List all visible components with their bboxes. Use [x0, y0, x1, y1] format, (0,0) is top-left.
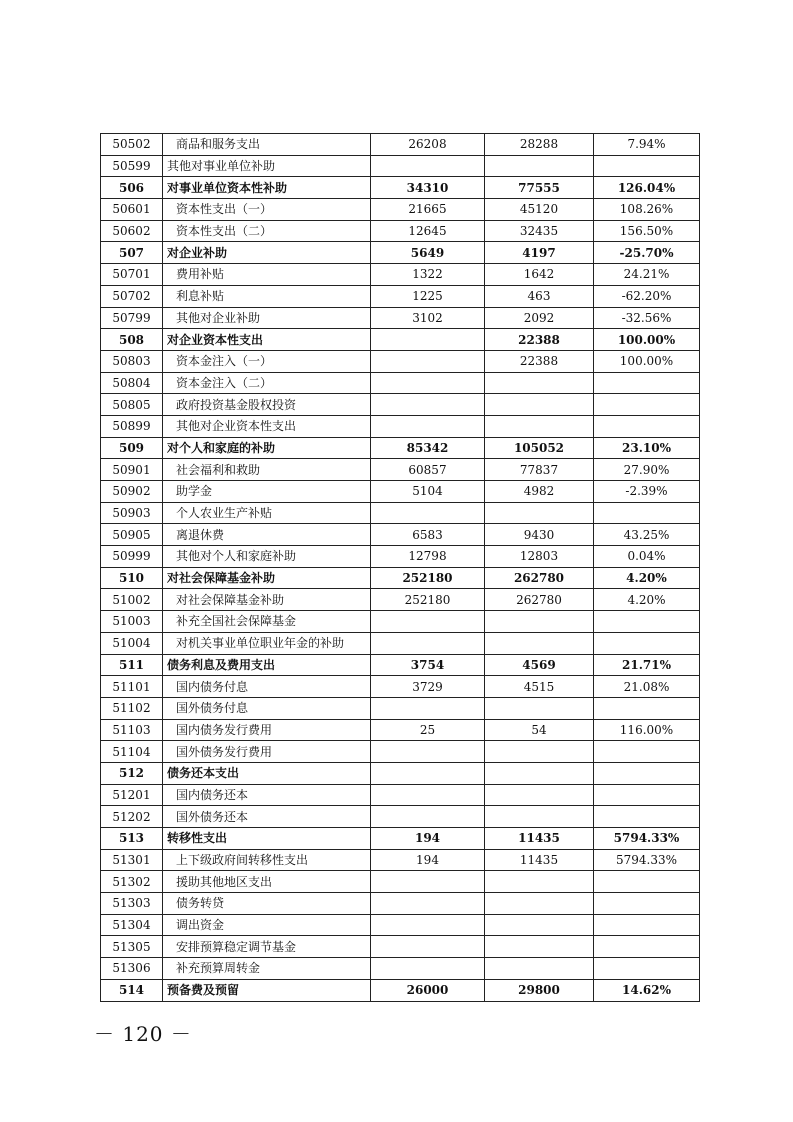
- current-year-amount-cell: 105052: [485, 437, 594, 459]
- current-year-amount-cell: 32435: [485, 220, 594, 242]
- growth-rate-cell: 4.20%: [594, 589, 700, 611]
- item-name-cell: 援助其他地区支出: [163, 871, 371, 893]
- item-name-cell: 债务转贷: [163, 893, 371, 915]
- category-row: [101, 242, 700, 264]
- table-row: [101, 741, 700, 763]
- prior-year-amount-cell: 194: [371, 828, 485, 850]
- table-row: [101, 372, 700, 394]
- item-name-cell: 调出资金: [163, 914, 371, 936]
- prior-year-amount-cell: [371, 632, 485, 654]
- current-year-amount-cell: 2092: [485, 307, 594, 329]
- item-name-cell: 利息补贴: [163, 285, 371, 307]
- table-row: [101, 350, 700, 372]
- item-name-cell: 助学金: [163, 481, 371, 503]
- economic-code-cell: 51102: [101, 697, 163, 719]
- growth-rate-cell: 100.00%: [594, 329, 700, 351]
- prior-year-amount-cell: 252180: [371, 567, 485, 589]
- current-year-amount-cell: 45120: [485, 199, 594, 221]
- economic-code-cell: 50902: [101, 481, 163, 503]
- economic-code-cell: 51103: [101, 719, 163, 741]
- current-year-amount-cell: [485, 372, 594, 394]
- category-row: [101, 567, 700, 589]
- table-row: [101, 697, 700, 719]
- table-row: [101, 155, 700, 177]
- current-year-amount-cell: 77555: [485, 177, 594, 199]
- item-name-cell: 资本性支出（一）: [163, 199, 371, 221]
- current-year-amount-cell: [485, 632, 594, 654]
- item-name-cell: 商品和服务支出: [163, 134, 371, 156]
- growth-rate-cell: 27.90%: [594, 459, 700, 481]
- current-year-amount-cell: [485, 155, 594, 177]
- page-number: － 120 －: [94, 1022, 192, 1046]
- table-body: [101, 134, 700, 1002]
- item-name-cell: 其他对事业单位补助: [163, 155, 371, 177]
- prior-year-amount-cell: 85342: [371, 437, 485, 459]
- growth-rate-cell: 116.00%: [594, 719, 700, 741]
- current-year-amount-cell: [485, 936, 594, 958]
- growth-rate-cell: [594, 762, 700, 784]
- table-row: [101, 524, 700, 546]
- economic-code-cell: 51301: [101, 849, 163, 871]
- growth-rate-cell: 23.10%: [594, 437, 700, 459]
- current-year-amount-cell: 11435: [485, 849, 594, 871]
- category-row: [101, 329, 700, 351]
- table-row: [101, 546, 700, 568]
- current-year-amount-cell: 262780: [485, 567, 594, 589]
- category-row: [101, 177, 700, 199]
- economic-code-cell: 51302: [101, 871, 163, 893]
- current-year-amount-cell: 12803: [485, 546, 594, 568]
- item-name-cell: 安排预算稳定调节基金: [163, 936, 371, 958]
- item-name-cell: 国内债务还本: [163, 784, 371, 806]
- current-year-amount-cell: 9430: [485, 524, 594, 546]
- current-year-amount-cell: 28288: [485, 134, 594, 156]
- prior-year-amount-cell: 1225: [371, 285, 485, 307]
- prior-year-amount-cell: [371, 958, 485, 980]
- growth-rate-cell: [594, 697, 700, 719]
- economic-code-cell: 513: [101, 828, 163, 850]
- prior-year-amount-cell: 12798: [371, 546, 485, 568]
- current-year-amount-cell: [485, 741, 594, 763]
- table-row: [101, 307, 700, 329]
- growth-rate-cell: 21.71%: [594, 654, 700, 676]
- prior-year-amount-cell: 3729: [371, 676, 485, 698]
- current-year-amount-cell: [485, 784, 594, 806]
- prior-year-amount-cell: 6583: [371, 524, 485, 546]
- growth-rate-cell: 100.00%: [594, 350, 700, 372]
- table-row: [101, 481, 700, 503]
- item-name-cell: 对企业补助: [163, 242, 371, 264]
- growth-rate-cell: [594, 936, 700, 958]
- economic-code-cell: 51304: [101, 914, 163, 936]
- growth-rate-cell: -62.20%: [594, 285, 700, 307]
- table-row: [101, 459, 700, 481]
- current-year-amount-cell: 4515: [485, 676, 594, 698]
- table-row: [101, 958, 700, 980]
- item-name-cell: 国内债务发行费用: [163, 719, 371, 741]
- growth-rate-cell: -2.39%: [594, 481, 700, 503]
- category-row: [101, 437, 700, 459]
- table-row: [101, 871, 700, 893]
- prior-year-amount-cell: 26208: [371, 134, 485, 156]
- prior-year-amount-cell: 252180: [371, 589, 485, 611]
- table-row: [101, 415, 700, 437]
- growth-rate-cell: 4.20%: [594, 567, 700, 589]
- growth-rate-cell: 156.50%: [594, 220, 700, 242]
- current-year-amount-cell: 4982: [485, 481, 594, 503]
- prior-year-amount-cell: 194: [371, 849, 485, 871]
- current-year-amount-cell: [485, 806, 594, 828]
- economic-code-cell: 50804: [101, 372, 163, 394]
- economic-code-cell: 512: [101, 762, 163, 784]
- current-year-amount-cell: 77837: [485, 459, 594, 481]
- growth-rate-cell: 43.25%: [594, 524, 700, 546]
- item-name-cell: 社会福利和救助: [163, 459, 371, 481]
- growth-rate-cell: 14.62%: [594, 979, 700, 1001]
- table-row: [101, 632, 700, 654]
- current-year-amount-cell: 4569: [485, 654, 594, 676]
- economic-code-cell: 509: [101, 437, 163, 459]
- item-name-cell: 补充预算周转金: [163, 958, 371, 980]
- prior-year-amount-cell: [371, 741, 485, 763]
- item-name-cell: 债务还本支出: [163, 762, 371, 784]
- current-year-amount-cell: [485, 502, 594, 524]
- economic-code-cell: 51101: [101, 676, 163, 698]
- growth-rate-cell: [594, 871, 700, 893]
- prior-year-amount-cell: 25: [371, 719, 485, 741]
- prior-year-amount-cell: 34310: [371, 177, 485, 199]
- economic-code-cell: 50803: [101, 350, 163, 372]
- category-row: [101, 654, 700, 676]
- prior-year-amount-cell: [371, 936, 485, 958]
- prior-year-amount-cell: [371, 762, 485, 784]
- prior-year-amount-cell: [371, 697, 485, 719]
- item-name-cell: 费用补贴: [163, 264, 371, 286]
- prior-year-amount-cell: [371, 871, 485, 893]
- prior-year-amount-cell: 26000: [371, 979, 485, 1001]
- current-year-amount-cell: 4197: [485, 242, 594, 264]
- economic-code-cell: 51003: [101, 611, 163, 633]
- table-row: [101, 784, 700, 806]
- item-name-cell: 资本性支出（二）: [163, 220, 371, 242]
- prior-year-amount-cell: 3754: [371, 654, 485, 676]
- item-name-cell: 预备费及预留: [163, 979, 371, 1001]
- growth-rate-cell: 5794.33%: [594, 828, 700, 850]
- current-year-amount-cell: [485, 914, 594, 936]
- prior-year-amount-cell: [371, 415, 485, 437]
- item-name-cell: 转移性支出: [163, 828, 371, 850]
- current-year-amount-cell: [485, 394, 594, 416]
- prior-year-amount-cell: [371, 372, 485, 394]
- item-name-cell: 其他对个人和家庭补助: [163, 546, 371, 568]
- economic-code-cell: 507: [101, 242, 163, 264]
- growth-rate-cell: [594, 914, 700, 936]
- economic-code-cell: 50999: [101, 546, 163, 568]
- economic-code-cell: 50799: [101, 307, 163, 329]
- growth-rate-cell: 7.94%: [594, 134, 700, 156]
- table-row: [101, 264, 700, 286]
- category-row: [101, 979, 700, 1001]
- prior-year-amount-cell: [371, 350, 485, 372]
- growth-rate-cell: [594, 155, 700, 177]
- current-year-amount-cell: [485, 611, 594, 633]
- table-row: [101, 220, 700, 242]
- current-year-amount-cell: 1642: [485, 264, 594, 286]
- item-name-cell: 政府投资基金股权投资: [163, 394, 371, 416]
- growth-rate-cell: [594, 502, 700, 524]
- current-year-amount-cell: 11435: [485, 828, 594, 850]
- economic-code-cell: 50601: [101, 199, 163, 221]
- table-row: [101, 936, 700, 958]
- economic-code-cell: 50899: [101, 415, 163, 437]
- table-row: [101, 199, 700, 221]
- growth-rate-cell: -32.56%: [594, 307, 700, 329]
- growth-rate-cell: 21.08%: [594, 676, 700, 698]
- current-year-amount-cell: [485, 697, 594, 719]
- growth-rate-cell: [594, 741, 700, 763]
- economic-code-cell: 51306: [101, 958, 163, 980]
- item-name-cell: 对机关事业单位职业年金的补助: [163, 632, 371, 654]
- prior-year-amount-cell: 5104: [371, 481, 485, 503]
- growth-rate-cell: 108.26%: [594, 199, 700, 221]
- table-row: [101, 806, 700, 828]
- table-row: [101, 849, 700, 871]
- economic-code-cell: 50805: [101, 394, 163, 416]
- current-year-amount-cell: 29800: [485, 979, 594, 1001]
- economic-code-cell: 506: [101, 177, 163, 199]
- category-row: [101, 762, 700, 784]
- current-year-amount-cell: 262780: [485, 589, 594, 611]
- table-row: [101, 589, 700, 611]
- growth-rate-cell: 0.04%: [594, 546, 700, 568]
- economic-code-cell: 50602: [101, 220, 163, 242]
- growth-rate-cell: 126.04%: [594, 177, 700, 199]
- economic-code-cell: 508: [101, 329, 163, 351]
- growth-rate-cell: [594, 394, 700, 416]
- prior-year-amount-cell: 12645: [371, 220, 485, 242]
- growth-rate-cell: [594, 893, 700, 915]
- prior-year-amount-cell: 5649: [371, 242, 485, 264]
- item-name-cell: 离退休费: [163, 524, 371, 546]
- economic-code-cell: 50903: [101, 502, 163, 524]
- prior-year-amount-cell: [371, 784, 485, 806]
- item-name-cell: 对社会保障基金补助: [163, 589, 371, 611]
- prior-year-amount-cell: [371, 155, 485, 177]
- economic-code-cell: 51303: [101, 893, 163, 915]
- economic-code-cell: 510: [101, 567, 163, 589]
- item-name-cell: 国外债务还本: [163, 806, 371, 828]
- current-year-amount-cell: 22388: [485, 350, 594, 372]
- growth-rate-cell: [594, 611, 700, 633]
- table-row: [101, 502, 700, 524]
- current-year-amount-cell: [485, 893, 594, 915]
- item-name-cell: 其他对企业补助: [163, 307, 371, 329]
- prior-year-amount-cell: [371, 893, 485, 915]
- current-year-amount-cell: 54: [485, 719, 594, 741]
- growth-rate-cell: [594, 415, 700, 437]
- item-name-cell: 对个人和家庭的补助: [163, 437, 371, 459]
- prior-year-amount-cell: [371, 914, 485, 936]
- current-year-amount-cell: [485, 415, 594, 437]
- prior-year-amount-cell: 3102: [371, 307, 485, 329]
- prior-year-amount-cell: 1322: [371, 264, 485, 286]
- item-name-cell: 国外债务付息: [163, 697, 371, 719]
- economic-code-cell: 51004: [101, 632, 163, 654]
- economic-code-cell: 51002: [101, 589, 163, 611]
- prior-year-amount-cell: [371, 502, 485, 524]
- current-year-amount-cell: [485, 871, 594, 893]
- economic-code-cell: 514: [101, 979, 163, 1001]
- economic-code-cell: 51201: [101, 784, 163, 806]
- category-row: [101, 828, 700, 850]
- item-name-cell: 对企业资本性支出: [163, 329, 371, 351]
- item-name-cell: 国外债务发行费用: [163, 741, 371, 763]
- growth-rate-cell: [594, 958, 700, 980]
- current-year-amount-cell: [485, 762, 594, 784]
- current-year-amount-cell: 22388: [485, 329, 594, 351]
- table-row: [101, 893, 700, 915]
- economic-code-cell: 50502: [101, 134, 163, 156]
- item-name-cell: 资本金注入（一）: [163, 350, 371, 372]
- prior-year-amount-cell: 21665: [371, 199, 485, 221]
- growth-rate-cell: [594, 784, 700, 806]
- item-name-cell: 资本金注入（二）: [163, 372, 371, 394]
- table-row: [101, 719, 700, 741]
- table-row: [101, 285, 700, 307]
- economic-code-cell: 511: [101, 654, 163, 676]
- growth-rate-cell: 5794.33%: [594, 849, 700, 871]
- prior-year-amount-cell: [371, 611, 485, 633]
- budget-expenditure-table: [100, 133, 700, 1002]
- table-row: [101, 914, 700, 936]
- table-row: [101, 134, 700, 156]
- item-name-cell: 上下级政府间转移性支出: [163, 849, 371, 871]
- prior-year-amount-cell: [371, 806, 485, 828]
- growth-rate-cell: [594, 372, 700, 394]
- item-name-cell: 债务利息及费用支出: [163, 654, 371, 676]
- item-name-cell: 对事业单位资本性补助: [163, 177, 371, 199]
- item-name-cell: 补充全国社会保障基金: [163, 611, 371, 633]
- economic-code-cell: 51104: [101, 741, 163, 763]
- growth-rate-cell: -25.70%: [594, 242, 700, 264]
- growth-rate-cell: 24.21%: [594, 264, 700, 286]
- economic-code-cell: 51202: [101, 806, 163, 828]
- current-year-amount-cell: 463: [485, 285, 594, 307]
- prior-year-amount-cell: 60857: [371, 459, 485, 481]
- item-name-cell: 其他对企业资本性支出: [163, 415, 371, 437]
- prior-year-amount-cell: [371, 329, 485, 351]
- prior-year-amount-cell: [371, 394, 485, 416]
- table-row: [101, 611, 700, 633]
- economic-code-cell: 51305: [101, 936, 163, 958]
- economic-code-cell: 50701: [101, 264, 163, 286]
- growth-rate-cell: [594, 632, 700, 654]
- current-year-amount-cell: [485, 958, 594, 980]
- growth-rate-cell: [594, 806, 700, 828]
- item-name-cell: 个人农业生产补贴: [163, 502, 371, 524]
- economic-code-cell: 50702: [101, 285, 163, 307]
- table-row: [101, 676, 700, 698]
- item-name-cell: 对社会保障基金补助: [163, 567, 371, 589]
- table-row: [101, 394, 700, 416]
- economic-code-cell: 50599: [101, 155, 163, 177]
- economic-code-cell: 50901: [101, 459, 163, 481]
- economic-code-cell: 50905: [101, 524, 163, 546]
- item-name-cell: 国内债务付息: [163, 676, 371, 698]
